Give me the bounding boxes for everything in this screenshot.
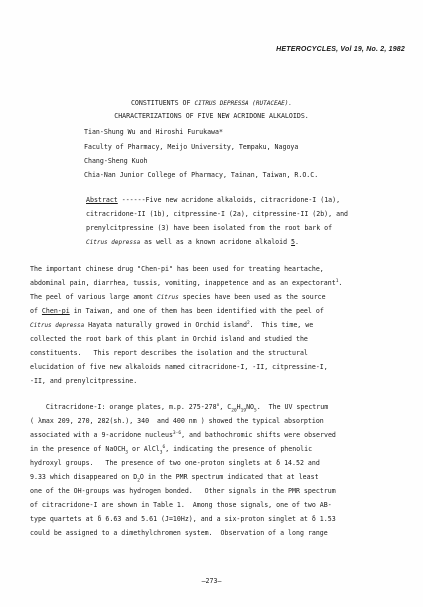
paper-title-line-1: CONSTITUENTS OF CITRUS DEPRESSA (RUTACEAE).	[130, 99, 293, 107]
intro-line-4: of Chen-pi in Taiwan, and one of them has been identified with the peel of	[30, 307, 324, 315]
abstract-line-2: citracridone-II (1b), citpressine-I (2a), citpressine-II (2b), and	[86, 210, 349, 218]
body-line-3: associated with a 9-acridone nucleus$^{3-6}$, and bathochromic shifts were observed	[30, 430, 336, 439]
intro-line-3: The peel of various large amont Citrus species have been used as the source	[30, 293, 326, 301]
body-line-8: of citracridone-I are shown in Table 1. Among those signals, one of two AB-	[30, 501, 332, 509]
affiliation-2: Chia-Nan Junior College of Pharmacy, Tainan, Taiwan, R.O.C.	[84, 171, 319, 179]
intro-line-9: -II, and prenylcitpressine.	[30, 377, 138, 385]
intro-line-1: The important chinese drug "Chen-pi" has been used for treating heartache,	[30, 265, 324, 273]
abstract-line-3: prenylcitpressine (3) have been isolated from the root bark of	[86, 224, 333, 232]
body-line-9: type quartets at δ 6.63 and 5.61 (J=10Hz), and a six-proton singlet at δ 1.53	[30, 515, 336, 523]
body-line-10: could be assigned to a dimethylchromen system. Observation of a long range	[30, 529, 328, 537]
body-line-6: 9.33 which disappeared on $D_2O$ in the PMR spectrum indicated that at least	[30, 473, 319, 484]
intro-line-6: collected the root bark of this plant in Orchid island and studied the	[30, 335, 308, 343]
intro-line-8: elucidation of five new alkaloids named citracridone-I, -II, citpressine-I,	[30, 363, 328, 371]
author-names: Tian-Shung Wu and Hiroshi Furukawa*	[84, 128, 223, 136]
author-name-2: Chang-Sheng Kuoh	[84, 157, 148, 165]
abstract-line-4: Citrus depressa as well as a known acridone alkaloid 5.	[86, 238, 300, 246]
abstract-line-1: Abstract ------Five new acridone alkaloids, citracridone-I (1a),	[86, 196, 341, 204]
affiliation-1: Faculty of Pharmacy, Meijo University, Tempaku, Nagoya	[84, 143, 299, 151]
page-number: —273—	[201, 577, 222, 585]
paper-title-line-2: CHARACTERIZATIONS OF FIVE NEW ACRIDONE ALKALOIDS.	[114, 112, 309, 120]
body-line-7: one of the OH-groups was hydrogen bonded. Other signals in the PMR spectrum	[30, 487, 336, 495]
journal-header: HETEROCYCLES, Vol 19, No. 2, 1982	[276, 46, 405, 53]
body-line-4: in the presence of NaOCH$_3$ or AlCl$_3^6$, indicating the presence of phenolic	[30, 444, 313, 456]
body-line-1: Citracridone-I: orange plates, m.p. 275-278$^o$, $C_{20}H_{19}NO_5$. The UV spectrum	[30, 402, 329, 414]
body-line-2: ( λmax 209, 270, 282(sh.), 340 and 400 nm ) showed the typical absorption	[30, 417, 324, 425]
intro-line-5: Citrus depressa Hayata naturally growed in Orchid island$^2$. This time, we	[30, 320, 314, 329]
body-line-5: hydroxyl groups. The presence of two one-proton singlets at δ 14.52 and	[30, 459, 320, 467]
abstract-label: Abstract	[86, 196, 118, 204]
intro-line-2: abdominal pain, diarrhea, tussis, vomiting, inappetence and as an expectorant$^1$.	[30, 278, 343, 287]
intro-line-7: constituents. This report describes the isolation and the structural	[30, 349, 308, 357]
